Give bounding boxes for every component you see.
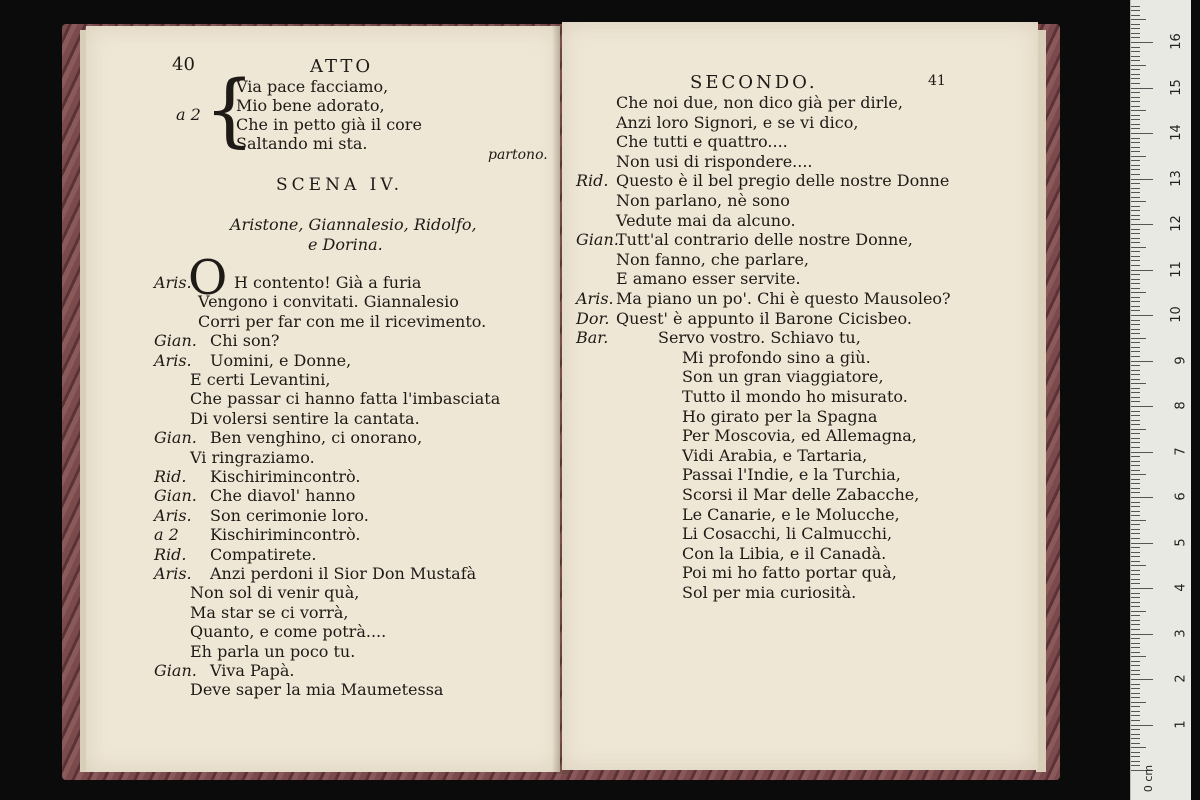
ruler-tick (1131, 138, 1140, 139)
ruler-tick (1131, 351, 1140, 352)
ruler-number: 12 (1169, 215, 1185, 232)
exit-direction: partono. (488, 147, 548, 163)
ruler-tick (1131, 583, 1140, 584)
speaker-name: Rid. (576, 171, 609, 191)
ruler-tick (1131, 201, 1146, 202)
ruler-tick (1131, 620, 1140, 621)
ruler-tick (1131, 28, 1140, 29)
ruler-tick (1131, 115, 1140, 116)
ruler-number: 8 (1173, 401, 1189, 410)
ruler-tick (1131, 401, 1140, 402)
ruler-tick (1131, 565, 1146, 566)
dialogue-line: Tutt'al contrario delle nostre Donne, (616, 230, 913, 250)
ruler-tick (1131, 106, 1140, 107)
ruler-tick (1131, 210, 1140, 211)
ruler-tick (1131, 406, 1153, 407)
ruler-tick (1131, 6, 1140, 7)
dialogue-line: Anzi loro Signori, e se vi dico, (616, 112, 859, 132)
dialogue-line: Non sol di venir quà, (190, 583, 360, 603)
ruler-tick (1131, 470, 1140, 471)
ruler-number: 6 (1173, 492, 1189, 501)
speaker-name: Dor. (576, 308, 610, 328)
ruler-tick (1131, 151, 1140, 152)
dialogue-line: Con la Libia, e il Canadà. (682, 543, 887, 563)
ruler-tick (1131, 347, 1140, 348)
ruler-tick (1131, 361, 1153, 362)
ruler-tick (1131, 160, 1140, 161)
ruler-tick (1131, 110, 1146, 111)
ruler-tick (1131, 552, 1140, 553)
duet-line: Saltando mi sta. (236, 134, 368, 153)
ruler-tick (1131, 233, 1140, 234)
dialogue-line: Che passar ci hanno fatta l'imbasciata (190, 389, 501, 409)
ruler-tick (1131, 429, 1146, 430)
ruler-tick (1131, 270, 1153, 271)
left-page (86, 26, 560, 772)
dialogue-line: Che diavol' hanno (210, 486, 356, 506)
ruler-tick (1131, 251, 1140, 252)
dialogue-line: Poi mi ho fatto portar quà, (682, 563, 897, 583)
ruler-tick (1131, 442, 1140, 443)
dialogue-line: Le Canarie, e le Molucche, (682, 504, 900, 524)
ruler-tick (1131, 711, 1140, 712)
running-head-left: ATTO (310, 56, 374, 77)
ruler-tick (1131, 379, 1140, 380)
ruler-tick (1131, 306, 1140, 307)
ruler-number: 5 (1173, 537, 1189, 547)
ruler-tick (1131, 19, 1146, 20)
ruler-tick (1131, 310, 1140, 311)
ruler-tick (1131, 738, 1140, 739)
duet-line: Via pace facciamo, (236, 77, 389, 96)
ruler-tick (1131, 238, 1140, 239)
dialogue-line: Passai l'Indie, e la Turchia, (682, 465, 901, 485)
dialogue-line: Sol per mia curiosità. (682, 583, 857, 602)
ruler-tick (1131, 92, 1140, 93)
ruler-tick (1131, 761, 1140, 762)
dialogue-line: Tutto il mondo ho misurato. (682, 387, 908, 406)
ruler-tick (1131, 752, 1140, 753)
ruler-tick (1131, 279, 1140, 280)
speaker-name: Gian. (154, 661, 197, 680)
dialogue-line: Di volersi sentire la cantata. (190, 408, 420, 428)
speaker-name: Aris. (154, 350, 192, 370)
ruler-number: 2 (1173, 674, 1189, 683)
dialogue-line: Non usi di rispondere.... (616, 151, 813, 171)
dialogue-line: Ben venghino, ci onorano, (210, 428, 423, 448)
ruler-tick (1131, 174, 1140, 175)
ruler-tick (1131, 288, 1140, 289)
measuring-ruler (1130, 0, 1191, 800)
dialogue-line: Vedute mai da alcuno. (616, 210, 796, 230)
ruler-tick (1131, 256, 1140, 257)
ruler-tick (1131, 765, 1140, 766)
ruler-tick (1131, 743, 1140, 744)
ruler-tick (1131, 615, 1140, 616)
ruler-tick (1131, 702, 1146, 703)
ruler-tick (1131, 547, 1140, 548)
ruler-tick (1131, 297, 1140, 298)
ruler-tick (1131, 60, 1140, 61)
ruler-tick (1131, 10, 1140, 11)
ruler-tick (1131, 342, 1140, 343)
ruler-tick (1131, 224, 1153, 225)
ruler-tick (1131, 679, 1153, 680)
dialogue-line: Compatirete. (210, 544, 317, 564)
ruler-tick (1131, 315, 1153, 316)
ruler-number: 3 (1173, 628, 1189, 638)
ruler-tick (1131, 452, 1153, 453)
ruler-tick (1131, 652, 1140, 653)
ruler-tick (1131, 593, 1140, 594)
dialogue-line: Che tutti e quattro.... (616, 132, 788, 152)
dialogue-line: Questo è il bel pregio delle nostre Donne (616, 171, 950, 191)
ruler-tick (1131, 502, 1140, 503)
ruler-number: 4 (1173, 583, 1189, 592)
dialogue-line: Son cerimonie loro. (210, 505, 369, 525)
ruler-tick (1131, 179, 1153, 180)
speaker-name: a 2 (154, 525, 179, 545)
ruler-tick (1131, 729, 1140, 730)
speaker-name: Aris. (576, 289, 614, 308)
dialogue-line: Mi profondo sino a giù. (682, 347, 871, 367)
ruler-tick (1131, 74, 1140, 75)
page-number-right: 41 (928, 73, 946, 89)
ruler-tick (1131, 142, 1140, 143)
duet-marker: a 2 (176, 105, 201, 124)
dialogue-line: Vengono i convitati. Giannalesio (198, 292, 459, 312)
dialogue-line: Deve saper la mia Maumetessa (190, 680, 444, 700)
dialogue-line: Scorsi il Mar delle Zabacche, (682, 485, 920, 504)
ruler-tick (1131, 392, 1140, 393)
speaker-name: Gian. (154, 486, 197, 506)
ruler-tick (1131, 438, 1140, 439)
dialogue-line: Kischirimincontrò. (210, 525, 361, 545)
ruler-tick (1131, 370, 1140, 371)
ruler-tick (1131, 624, 1140, 625)
page-number-left: 40 (172, 54, 195, 75)
ruler-tick (1131, 374, 1140, 375)
ruler-tick (1131, 529, 1140, 530)
ruler-tick (1131, 697, 1140, 698)
ruler-tick (1131, 465, 1140, 466)
ruler-tick (1131, 324, 1140, 325)
ruler-tick (1131, 574, 1140, 575)
ruler-tick (1131, 206, 1140, 207)
dialogue-line: Vi ringraziamo. (190, 447, 315, 467)
ruler-tick (1131, 734, 1140, 735)
ruler-number: 15 (1169, 78, 1185, 96)
ruler-tick (1131, 397, 1140, 398)
ruler-tick (1131, 411, 1140, 412)
ruler-tick (1131, 511, 1140, 512)
dialogue-line: Vidi Arabia, e Tartaria, (682, 445, 868, 465)
ruler-tick (1131, 33, 1140, 34)
ruler-tick (1131, 474, 1146, 475)
ruler-tick (1131, 684, 1140, 685)
dialogue-line: Ho girato per la Spagna (682, 406, 878, 426)
ruler-tick (1131, 260, 1140, 261)
ruler-tick (1131, 333, 1140, 334)
ruler-tick (1131, 301, 1140, 302)
ruler-tick (1131, 579, 1140, 580)
ruler-tick (1131, 169, 1140, 170)
duet-line: Mio bene adorato, (236, 96, 385, 115)
speaker-name: Aris. (154, 505, 192, 525)
ruler-tick (1131, 561, 1140, 562)
ruler-tick (1131, 197, 1140, 198)
ruler-tick (1131, 292, 1146, 293)
ruler-tick (1131, 192, 1140, 193)
ruler-tick (1131, 602, 1140, 603)
drop-cap: O (188, 250, 228, 306)
ruler-tick (1131, 415, 1140, 416)
ruler-tick (1131, 119, 1140, 120)
ruler-tick (1131, 78, 1140, 79)
dialogue-line: Eh parla un poco tu. (190, 641, 356, 661)
ruler-tick (1131, 570, 1140, 571)
dialogue-line: Viva Papà. (210, 661, 295, 680)
dialogue-line: Quanto, e come potrà.... (190, 622, 387, 642)
ruler-unit-label: 0 cm (1142, 764, 1156, 793)
ruler-tick (1131, 338, 1146, 339)
dialogue-line: Ma piano un po'. Chi è questo Mausoleo? (616, 289, 951, 308)
ruler-tick (1131, 274, 1140, 275)
ruler-tick (1131, 447, 1140, 448)
ruler-tick (1131, 56, 1140, 57)
ruler-tick (1131, 483, 1140, 484)
ruler-tick (1131, 706, 1140, 707)
ruler-tick (1131, 265, 1140, 266)
ruler-tick (1131, 128, 1140, 129)
ruler-tick (1131, 543, 1153, 544)
ruler-tick (1131, 365, 1140, 366)
ruler-tick (1131, 215, 1140, 216)
speaker-name: Gian. (154, 331, 197, 351)
speaker-name: Bar. (576, 328, 609, 348)
ruler-tick (1131, 492, 1140, 493)
dialogue-line: Servo vostro. Schiavo tu, (658, 328, 861, 348)
dialogue-line: Son un gran viaggiatore, (682, 367, 884, 387)
ruler-tick (1131, 356, 1140, 357)
dialogue-line: Per Moscovia, ed Allemagna, (682, 426, 917, 446)
ruler-tick (1131, 515, 1140, 516)
ruler-tick (1131, 383, 1146, 384)
dialogue-line: Non fanno, che parlare, (616, 249, 810, 269)
ruler-tick (1131, 156, 1146, 157)
ruler-number: 9 (1173, 355, 1189, 365)
ruler-tick (1131, 42, 1153, 43)
ruler-tick (1131, 720, 1140, 721)
ruler-tick (1131, 83, 1140, 84)
ruler-tick (1131, 524, 1140, 525)
ruler-tick (1131, 597, 1140, 598)
dialogue-line: Chi son? (210, 331, 280, 351)
ruler-tick (1131, 219, 1140, 220)
ruler-tick (1131, 24, 1140, 25)
ruler-tick (1131, 51, 1140, 52)
dialogue-line: Non parlano, nè sono (616, 191, 790, 210)
ruler-tick (1131, 47, 1140, 48)
ruler-tick (1131, 756, 1140, 757)
dialogue-line: Corri per far con me il ricevimento. (198, 311, 487, 331)
ruler-tick (1131, 747, 1146, 748)
ruler-tick (1131, 725, 1153, 726)
ruler-tick (1131, 497, 1153, 498)
characters-line-2: e Dorina. (308, 235, 383, 254)
speaker-name: Rid. (154, 467, 187, 486)
ruler-tick (1131, 656, 1146, 657)
ruler-tick (1131, 670, 1140, 671)
ruler-tick (1131, 456, 1140, 457)
ruler-number: 7 (1173, 446, 1189, 456)
ruler-tick (1131, 647, 1140, 648)
dialogue-line: Che noi due, non dico già per dirle, (616, 93, 903, 112)
duet-line: Che in petto già il core (236, 115, 422, 134)
ruler-tick (1131, 674, 1140, 675)
ruler-tick (1131, 424, 1140, 425)
right-page (562, 22, 1038, 770)
ruler-number: 10 (1169, 306, 1185, 323)
ruler-tick (1131, 533, 1140, 534)
ruler-tick (1131, 101, 1140, 102)
ruler-tick (1131, 433, 1140, 434)
ruler-tick (1131, 688, 1140, 689)
ruler-tick (1131, 133, 1153, 134)
dialogue-line: Li Cosacchi, li Calmucchi, (682, 524, 893, 544)
ruler-tick (1131, 183, 1140, 184)
ruler-tick (1131, 611, 1146, 612)
ruler-tick (1131, 488, 1140, 489)
ruler-tick (1131, 320, 1140, 321)
dialogue-line: Kischirimincontrò. (210, 467, 361, 486)
characters-line-1: Aristone, Giannalesio, Ridolfo, (230, 215, 477, 234)
ruler-tick (1131, 643, 1140, 644)
ruler-tick (1131, 69, 1140, 70)
ruler-tick (1131, 638, 1140, 639)
ruler-tick (1131, 97, 1140, 98)
ruler-tick (1131, 247, 1146, 248)
ruler-tick (1131, 538, 1140, 539)
duet-brace: { (204, 63, 255, 156)
ruler-number: 1 (1173, 719, 1189, 729)
ruler-tick (1131, 283, 1140, 284)
speaker-name: Aris. (154, 273, 192, 292)
ruler-tick (1131, 124, 1140, 125)
dialogue-line: Uomini, e Donne, (210, 350, 352, 370)
ruler-tick (1131, 479, 1140, 480)
dialogue-line: Quest' è appunto il Barone Cicisbeo. (616, 308, 912, 328)
ruler-number: 13 (1169, 169, 1185, 187)
ruler-tick (1131, 715, 1140, 716)
ruler-tick (1131, 165, 1140, 166)
ruler-tick (1131, 15, 1140, 16)
ruler-tick (1131, 588, 1153, 589)
ruler-tick (1131, 329, 1140, 330)
ruler-tick (1131, 693, 1140, 694)
ruler-number: 14 (1169, 124, 1185, 141)
ruler-tick (1131, 520, 1146, 521)
ruler-tick (1131, 606, 1140, 607)
ruler-tick (1131, 37, 1140, 38)
dialogue-line: Anzi perdoni il Sior Don Mustafà (210, 564, 477, 583)
ruler-tick (1131, 556, 1140, 557)
speaker-name: Gian. (576, 230, 619, 250)
ruler-tick (1131, 388, 1140, 389)
ruler-tick (1131, 188, 1140, 189)
ruler-number: 16 (1169, 33, 1185, 50)
dialogue-line: E certi Levantini, (190, 370, 331, 389)
speaker-name: Gian. (154, 428, 197, 448)
ruler-tick (1131, 420, 1140, 421)
dialogue-line: Ma star se ci vorrà, (190, 602, 349, 622)
ruler-tick (1131, 661, 1140, 662)
ruler-tick (1131, 634, 1153, 635)
dialogue-line: H contento! Già a furia (234, 273, 422, 292)
speaker-name: Rid. (154, 544, 187, 564)
dialogue-line: E amano esser servite. (616, 269, 801, 289)
speaker-name: Aris. (154, 564, 192, 583)
ruler-tick (1131, 461, 1140, 462)
ruler-tick (1131, 242, 1140, 243)
ruler-tick (1131, 665, 1140, 666)
ruler-number: 11 (1169, 260, 1185, 278)
scene-heading: SCENA IV. (276, 175, 404, 195)
ruler-tick (1131, 65, 1146, 66)
running-head-right: SECONDO. (690, 72, 818, 93)
ruler-tick (1131, 147, 1140, 148)
ruler-tick (1131, 88, 1153, 89)
ruler-tick (1131, 629, 1140, 630)
ruler-tick (1131, 229, 1140, 230)
ruler-tick (1131, 506, 1140, 507)
